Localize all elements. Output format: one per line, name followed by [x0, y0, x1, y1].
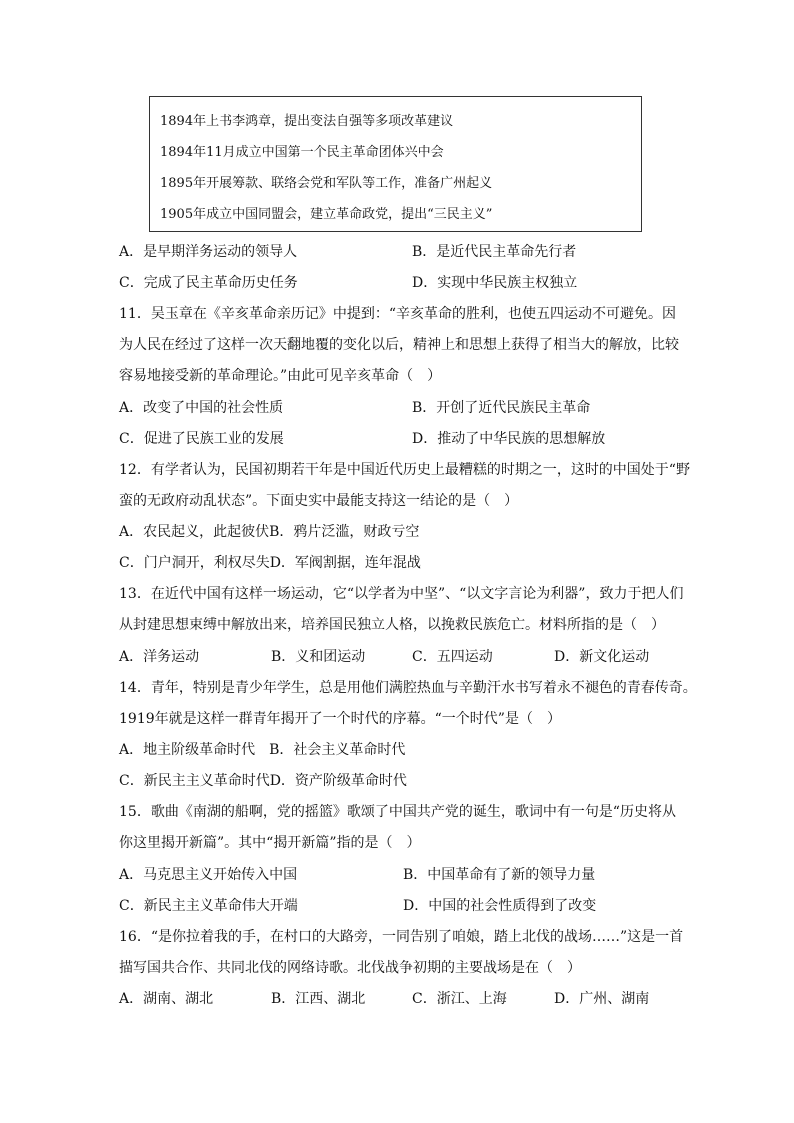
material-line-4: 1905年成立中国同盟会，建立革命政党，提出“三民主义” [160, 207, 493, 222]
q11-option-b: B．开创了近代民族民主革命 [412, 400, 591, 416]
q11-stem-line-3: 容易地接受新的革命理论。”由此可见辛亥革命（ ） [119, 368, 442, 384]
q15-stem-line-1: 15．歌曲《南湖的船啊，党的摇篮》歌颂了中国共产党的诞生，歌词中有一句是“历史将从 [119, 804, 676, 820]
q10-option-c: C．完成了民主革命历史任务 [119, 275, 298, 291]
q16-option-d: D．广州、湖南 [554, 991, 650, 1007]
q10-option-d: D．实现中华民族主权独立 [412, 275, 578, 291]
q15-option-a: A．马克思主义开始传入中国 [119, 867, 298, 883]
q12-stem-line-1: 12．有学者认为，民国初期若干年是中国近代历史上最糟糕的时期之一，这时的中国处于“野 [119, 462, 690, 478]
material-line-3: 1895年开展筹款、联络会党和军队等工作，准备广州起义 [160, 176, 493, 191]
q11-stem-line-2: 为人民在经过了这样一次天翻地覆的变化以后，精神上和思想上获得了相当大的解放，比较 [119, 337, 679, 353]
q12-option-ab: A．农民起义，此起彼伏B．鸦片泛滥，财政亏空 [119, 524, 420, 540]
q11-option-d: D．推动了中华民族的思想解放 [412, 431, 606, 447]
q16-option-c: C．浙江、上海 [412, 991, 507, 1007]
q15-option-c: C．新民主主义革命伟大开端 [119, 898, 298, 914]
q14-stem-line-2: 1919年就是这样一群青年揭开了一个时代的序幕。“一个时代”是（ ） [119, 711, 561, 727]
q16-option-b: B．江西、湖北 [271, 991, 366, 1007]
q16-stem-line-2: 描写国共合作、共同北伐的网络诗歌。北伐战争初期的主要战场是在（ ） [119, 960, 581, 976]
q13-option-d: D．新文化运动 [554, 649, 650, 665]
q16-option-a: A．湖南、湖北 [119, 991, 214, 1007]
q11-option-c: C．促进了民族工业的发展 [119, 431, 284, 447]
q11-option-a: A．改变了中国的社会性质 [119, 400, 284, 416]
material-line-2: 1894年11月成立中国第一个民主革命团体兴中会 [160, 145, 444, 160]
q15-option-b: B．中国革命有了新的领导力量 [403, 867, 596, 883]
q11-stem-line-1: 11．吴玉章在《辛亥革命亲历记》中提到：“辛亥革命的胜利，也使五四运动不可避免。因 [119, 306, 676, 322]
q13-option-a: A．洋务运动 [119, 649, 200, 665]
q15-option-d: D．中国的社会性质得到了改变 [403, 898, 597, 914]
q10-option-b: B．是近代民主革命先行者 [412, 244, 577, 260]
q15-stem-line-2: 你这里揭开新篇”。其中“揭开新篇”指的是（ ） [119, 835, 421, 851]
q14-stem-line-1: 14．青年，特别是青少年学生，总是用他们满腔热血与辛勤汗水书写着永不褪色的青春传奇。 [119, 680, 697, 696]
q13-option-b: B．义和团运动 [271, 649, 366, 665]
q10-option-a: A．是早期洋务运动的领导人 [119, 244, 298, 260]
q13-stem-line-1: 13．在近代中国有这样一场运动，它“以学者为中坚”、“以文字言论为利器”，致力于把人们 [119, 586, 684, 602]
q14-option-cd: C．新民主主义革命时代D．资产阶级革命时代 [119, 773, 407, 789]
q13-stem-line-2: 从封建思想束缚中解放出来，培养国民独立人格，以挽救民族危亡。材料所指的是（ ） [119, 617, 665, 633]
q16-stem-line-1: 16．“是你拉着我的手，在村口的大路旁，一同告别了咱娘，踏上北伐的战场……”这是一首 [119, 929, 684, 945]
q12-option-cd: C．门户洞开，利权尽失D．军阀割据，连年混战 [119, 555, 421, 571]
material-box [149, 96, 642, 232]
material-line-1: 1894年上书李鸿章，提出变法自强等多项改革建议 [160, 114, 454, 129]
q13-option-c: C．五四运动 [412, 649, 493, 665]
q14-option-ab: A．地主阶级革命时代 B．社会主义革命时代 [119, 742, 406, 758]
q12-stem-line-2: 蛮的无政府动乱状态”。下面史实中最能支持这一结论的是（ ） [119, 493, 519, 509]
